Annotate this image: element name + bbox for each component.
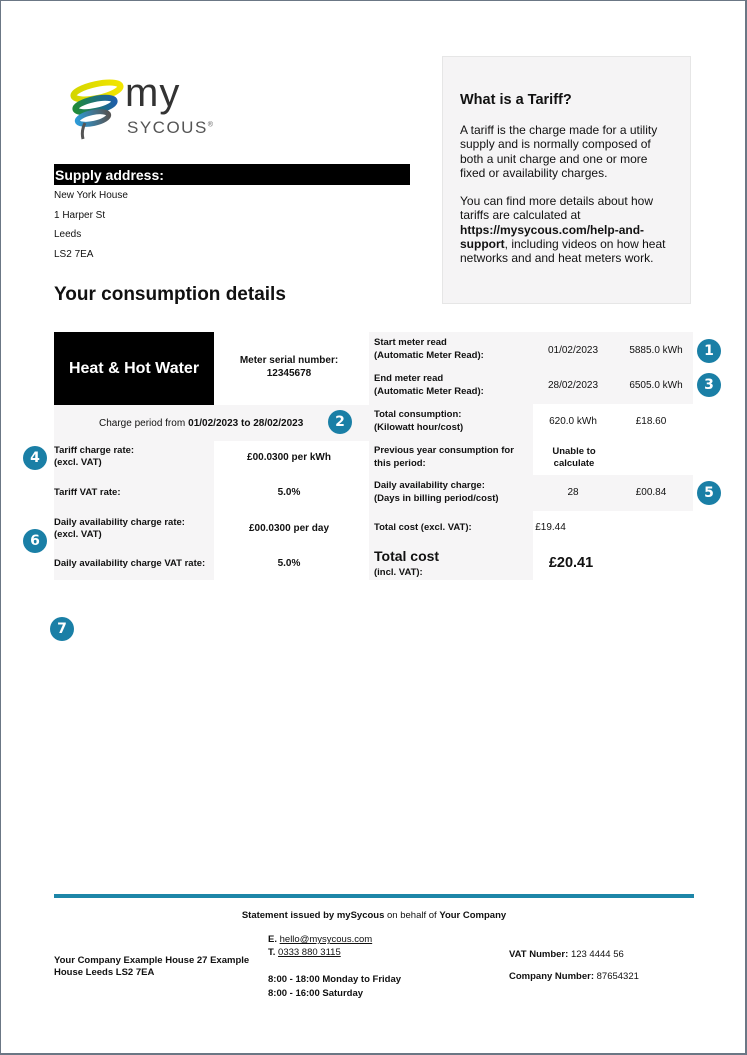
meter-serial-number: 12345678	[266, 368, 312, 379]
total-cost-sublabel: (incl. VAT):	[374, 567, 423, 578]
daily-availability-rate-value: £00.0300 per day	[248, 523, 330, 534]
previous-year-label: Previous year consumption for this period:	[374, 445, 514, 469]
marker-badge-3: 3	[697, 373, 721, 397]
address-line: Leeds	[54, 229, 82, 240]
logo-my-text: my	[125, 71, 181, 115]
daily-availability-vat-label: Daily availability charge VAT rate:	[54, 558, 206, 569]
end-meter-read-value: 6505.0 kWh	[629, 380, 683, 391]
supply-address-heading: Supply address:	[54, 164, 410, 185]
contact-email: E. hello@mysycous.com	[268, 934, 373, 945]
marker-badge-6: 6	[23, 529, 47, 553]
total-cost-excl-vat-value: £19.44	[535, 522, 566, 533]
mysycous-logo	[69, 71, 219, 141]
start-meter-read-date: 01/02/2023	[547, 345, 599, 356]
billing-days-value: 28	[567, 487, 579, 498]
end-meter-read-date: 28/02/2023	[547, 380, 599, 391]
marker-badge-7: 7	[50, 617, 74, 641]
spiral-logo-icon	[69, 79, 125, 141]
email-link[interactable]: hello@mysycous.com	[279, 934, 373, 945]
opening-hours-weekday: 8:00 - 18:00 Monday to Friday	[268, 974, 402, 985]
daily-availability-cost: £00.84	[635, 487, 667, 498]
total-cost-value: £20.41	[548, 555, 594, 571]
help-support-link[interactable]: https://mysycous.com/help-and-support	[460, 222, 645, 252]
address-line: LS2 7EA	[54, 249, 94, 260]
total-cost-excl-vat-label: Total cost (excl. VAT):	[374, 522, 472, 533]
tariff-charge-rate-label: Tariff charge rate: (excl. VAT)	[54, 445, 135, 468]
meter-read-values-bg	[533, 332, 693, 404]
tariff-info-paragraph: You can find more details about how tariffs are calculated at https://mysycous.com/help-and-support, including videos on how heat networks and and heat meters work.	[460, 194, 666, 266]
tariff-info-title: What is a Tariff?	[460, 92, 572, 108]
company-address: Your Company Example House 27 Example House Leeds LS2 7EA	[54, 955, 250, 978]
meter-serial: Meter serial number: 12345678	[214, 354, 364, 380]
charge-period-range: 01/02/2023 to 28/02/2023	[188, 417, 304, 429]
marker-badge-4: 4	[23, 446, 47, 470]
phone-link[interactable]: 0333 880 3115	[278, 947, 341, 958]
tariff-vat-rate-value: 5.0%	[277, 487, 301, 498]
marker-badge-2: 2	[328, 410, 352, 434]
logo-sycous-text: SYCOUS®	[127, 118, 215, 137]
daily-availability-charge-label: Daily availability charge: (Days in billing period/cost)	[374, 480, 499, 504]
address-line: 1 Harper St	[54, 210, 106, 221]
total-cost-label: Total cost	[374, 548, 440, 564]
previous-year-value: Unable to calculate	[552, 446, 596, 469]
consumption-section-title: Your consumption details	[54, 284, 286, 305]
daily-availability-vat-value: 5.0%	[277, 558, 301, 569]
start-meter-read-label: Start meter read (Automatic Meter Read):	[374, 337, 484, 361]
marker-badge-1: 1	[697, 339, 721, 363]
tariff-info-paragraph: A tariff is the charge made for a utility supply and is normally composed of both a unit charge and one or more fixed or availability charges.	[460, 123, 658, 180]
service-type-label: Heat & Hot Water	[54, 332, 214, 405]
opening-hours-saturday: 8:00 - 16:00 Saturday	[268, 988, 364, 999]
start-meter-read-value: 5885.0 kWh	[629, 345, 683, 356]
total-consumption-label: Total consumption: (Kilowatt hour/cost)	[374, 409, 464, 433]
company-number: Company Number: 87654321	[509, 971, 639, 982]
total-consumption-cost: £18.60	[635, 416, 667, 427]
tariff-vat-rate-label: Tariff VAT rate:	[54, 487, 121, 498]
tariff-charge-rate-value: £00.0300 per kWh	[247, 452, 331, 463]
tariff-info-panel	[442, 56, 691, 304]
daily-availability-rate-label: Daily availability charge rate: (excl. VAT)	[54, 517, 185, 540]
vat-number: VAT Number: 123 4444 56	[509, 949, 624, 960]
footer-divider	[54, 894, 694, 898]
address-line: New York House	[54, 190, 128, 201]
total-consumption-kwh: 620.0 kWh	[549, 416, 597, 427]
charge-period: Charge period from 01/02/2023 to 28/02/2023	[54, 405, 365, 441]
footer-statement: Statement issued by mySycous on behalf of Your Company	[241, 910, 507, 921]
end-meter-read-label: End meter read (Automatic Meter Read):	[374, 373, 484, 397]
contact-phone: T. 0333 880 3115	[268, 947, 341, 958]
marker-badge-5: 5	[697, 481, 721, 505]
